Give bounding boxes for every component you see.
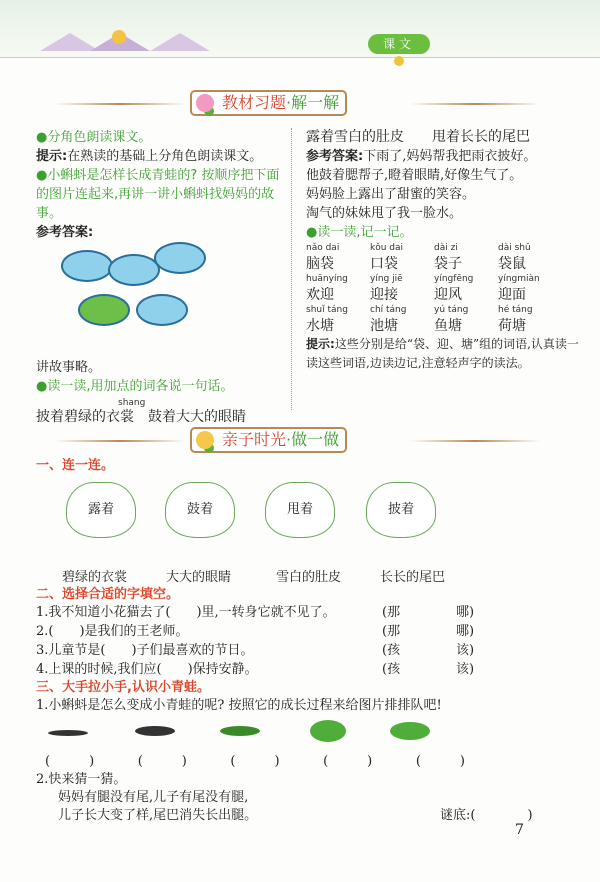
fill-blank-list [36,603,556,679]
leaf-card[interactable]: 鼓着 [165,482,235,538]
word: 欢迎 [306,287,334,303]
word: 袋子 [434,256,462,272]
story-text: 讲故事略。 [36,360,102,375]
pinyin: yíngmiàn [498,274,540,284]
column-divider [291,128,292,410]
phrases [306,128,581,147]
answer-line: 淘气的妹妹甩了我一脸水。 [306,206,463,221]
section-title-2: 亲子时光·做一做 [190,427,347,453]
pinyin: shuǐ táng [306,305,348,315]
pinyin: yíng jiē [370,274,403,284]
order-blank[interactable]: ( ) [230,754,280,769]
word: 迎接 [370,287,398,303]
hint: 提示:在熟读的基础上分角色朗读课文。 [36,149,263,164]
header-band [0,0,600,58]
phrase: 披着碧绿的衣裳 [36,409,134,425]
fill-blank-item[interactable] [36,641,556,660]
word: 袋鼠 [498,256,526,272]
fill-blank-item[interactable] [36,603,556,622]
item-text: 3.儿童节是( )子们最喜欢的节日。 [36,643,254,658]
order-blank[interactable]: ( ) [137,754,187,769]
question: ● 分角色朗读课文。 [36,128,286,147]
question: ● 读一读,记一记。 [306,223,581,242]
question: ● 小蝌蚪是怎样长成青蛙的? 按顺序把下面的图片连起来,再讲一讲小蝌蚪找妈妈的故事。 [36,166,286,223]
section-title-1: 教材习题·解一解 [190,90,347,116]
phrase-option[interactable]: 碧绿的衣裳 [62,570,128,585]
answer: 参考答案:下雨了,妈妈帮我把雨衣披好。 [306,149,537,164]
phrase-option[interactable]: 雪白的肚皮 [276,570,342,585]
divider [410,103,540,105]
hint: 提示:这些分别是给“袋、迎、塘”组的词语,认真读一读这些词语,边读边记,注意轻声字的读法。 [306,337,579,370]
answer-line: 妈妈脸上露出了甜蜜的笑容。 [306,187,476,202]
option: (孩 [382,662,401,677]
part-title: 三、大手拉小手,认识小青蛙。 [36,680,210,695]
divider [410,440,540,442]
option: 该) [456,643,475,658]
lotus-icon [196,94,214,112]
pinyin: dài zi [434,243,458,253]
option: (那 [382,624,401,639]
right-column [306,128,581,373]
order-blank[interactable]: ( ) [45,754,95,769]
word-grid [306,242,581,335]
item-text: 2.( )是我们的王老师。 [36,624,189,639]
riddle-answer-blank[interactable]: 谜底:( ) [440,808,533,823]
divider [55,440,185,442]
question: 2.快来猜一猜。 [36,772,127,787]
question: 1.小蝌蚪是怎么变成小青蛙的呢? 按照它的成长过程来给图片排排队吧! [36,698,442,713]
word: 脑袋 [306,256,334,272]
order-blank[interactable]: ( ) [415,754,465,769]
pinyin: yíngfēng [434,274,474,284]
pinyin: chí táng [370,305,407,315]
riddle-line: 妈妈有腿没有尾,儿子有尾没有腿, [58,790,249,805]
word: 鱼塘 [434,318,462,334]
pin-icon [394,56,404,66]
answer-label: 参考答案: [36,225,94,240]
left-column [36,128,286,427]
item-text: 1.我不知道小花猫去了( )里,一转身它就不见了。 [36,605,336,620]
growth-stage-images [40,718,460,748]
option: (孩 [382,643,401,658]
order-blanks [45,750,465,769]
word: 迎面 [498,287,526,303]
item-text: 4.上课的时候,我们应( )保持安静。 [36,662,258,677]
page-number: 7 [515,822,524,838]
pinyin: yú táng [434,305,469,315]
fill-blank-item[interactable] [36,622,556,641]
divider [55,103,185,105]
option: 哪) [456,624,475,639]
option: (那 [382,605,401,620]
phrase: 甩着长长的尾巴 [432,129,530,145]
sun-icon [112,30,126,44]
answer-line: 他鼓着腮帮子,瞪着眼睛,好像生气了。 [306,168,523,183]
word: 迎风 [434,287,462,303]
flower-icon [196,431,214,449]
word: 荷塘 [498,318,526,334]
leaf-card[interactable]: 披着 [366,482,436,538]
lesson-badge: 课文 [368,34,430,54]
fill-blank-item[interactable] [36,660,556,679]
question: ● 读一读,用加点的词各说一句话。 [36,377,286,396]
option: 哪) [456,605,475,620]
phrase: 露着雪白的肚皮 [306,129,404,145]
order-blank[interactable]: ( ) [323,754,373,769]
leaf-card[interactable]: 露着 [66,482,136,538]
part-title: 二、选择合适的字填空。 [36,587,180,602]
pinyin: shang [118,398,146,408]
phrases [36,408,286,427]
part-title: 一、连一连。 [36,458,115,473]
pinyin: hé táng [498,305,533,315]
tadpole-growth-image [36,242,286,358]
pinyin: huānyíng [306,274,348,284]
pinyin: kǒu dai [370,243,404,253]
phrase-option[interactable]: 长长的尾巴 [380,570,446,585]
phrase-option[interactable]: 大大的眼睛 [166,570,232,585]
word: 水塘 [306,318,334,334]
leaf-card[interactable]: 甩着 [265,482,335,538]
word: 口袋 [370,256,398,272]
phrase: 鼓着大大的眼睛 [148,409,246,425]
word: 池塘 [370,318,398,334]
pinyin: dài shǔ [498,243,531,253]
pinyin: nǎo dai [306,243,340,253]
riddle-line: 儿子长大变了样,尾巴消失长出腿。 [58,808,258,823]
option: 该) [456,662,475,677]
